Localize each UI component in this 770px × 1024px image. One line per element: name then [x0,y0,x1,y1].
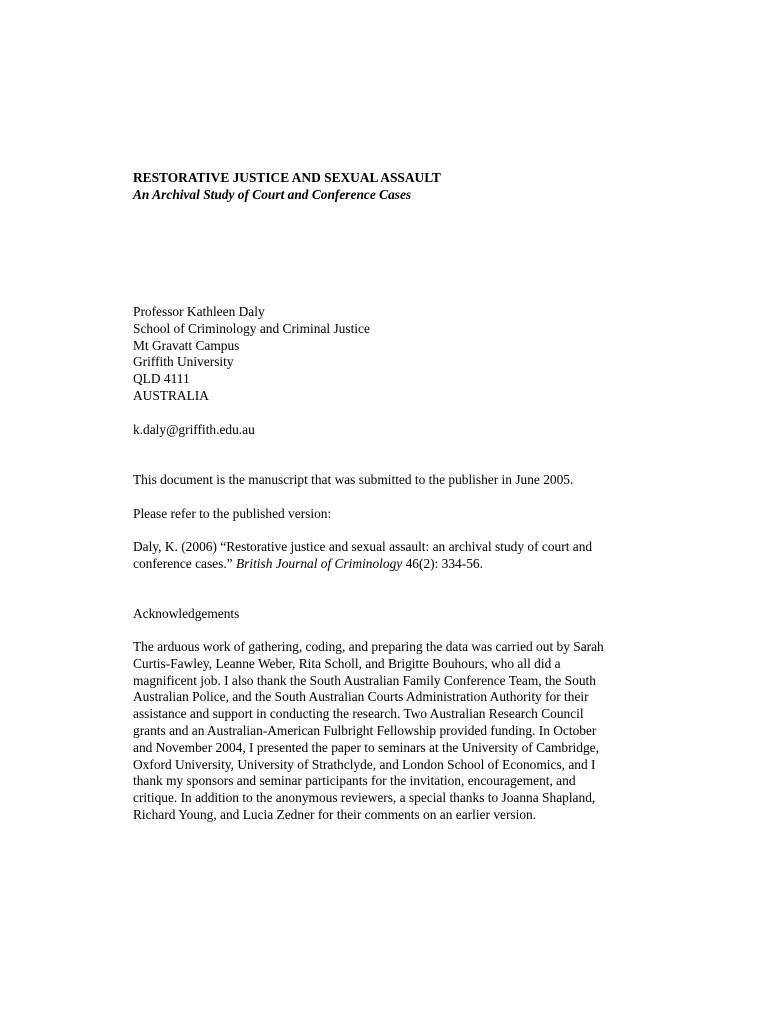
acknowledgements-body [133,639,643,824]
author-campus: Mt Gravatt Campus [133,337,240,353]
document-subtitle: An Archival Study of Court and Conference Cases [133,187,412,202]
acknowledgements-line: Oxford University, University of Strathclyde, and London School of Economics, and I [133,756,596,772]
acknowledgements-line: assistance and support in conducting the research. Two Australian Research Council [133,706,584,722]
refer-note: Please refer to the published version: [133,506,332,521]
acknowledgements-line: and November 2004, I presented the paper to seminars at the University of Cambridge, [133,739,599,755]
author-name: Professor Kathleen Daly [133,304,265,319]
acknowledgements-line: magnificent job. I also thank the South Australian Family Conference Team, the South [133,672,596,688]
acknowledgements-heading: Acknowledgements [133,606,240,621]
acknowledgements-line: thank my sponsors and seminar participants for the invitation, encouragement, and [133,773,576,789]
acknowledgements-line: Richard Young, and Lucia Zedner for their comments on an earlier version. [133,806,537,822]
document-title: RESTORATIVE JUSTICE AND SEXUAL ASSAULT [133,170,441,185]
author-school: School of Criminology and Criminal Justice [133,320,370,336]
author-block [133,304,643,405]
acknowledgements-line: grants and an Australian-American Fulbright Fellowship provided funding. In October [133,722,597,738]
citation [133,539,643,573]
manuscript-note: This document is the manuscript that was submitted to the publisher in June 2005. [133,472,574,487]
citation-line-2 [133,556,643,573]
acknowledgements-line: Curtis-Fawley, Leanne Weber, Rita Scholl, and Brigitte Bouhours, who all did a [133,655,561,671]
author-postcode: QLD 4111 [133,371,190,387]
citation-journal: British Journal of Criminology [235,555,403,571]
citation-text: conference cases.” [133,555,236,571]
citation-line-1: Daly, K. (2006) “Restorative justice and sexual assault: an archival study of court and [133,539,593,554]
acknowledgements-line: The arduous work of gathering, coding, and preparing the data was carried out by Sarah [133,639,604,654]
author-university: Griffith University [133,354,234,370]
author-email: k.daly@griffith.edu.au [133,422,255,437]
acknowledgements-line: critique. In addition to the anonymous reviewers, a special thanks to Joanna Shapland, [133,790,596,806]
acknowledgements-line: Australian Police, and the South Australian Courts Administration Authority for their [133,689,589,705]
author-country: AUSTRALIA [133,387,209,403]
citation-volume: 46(2): 334-56. [402,555,483,571]
